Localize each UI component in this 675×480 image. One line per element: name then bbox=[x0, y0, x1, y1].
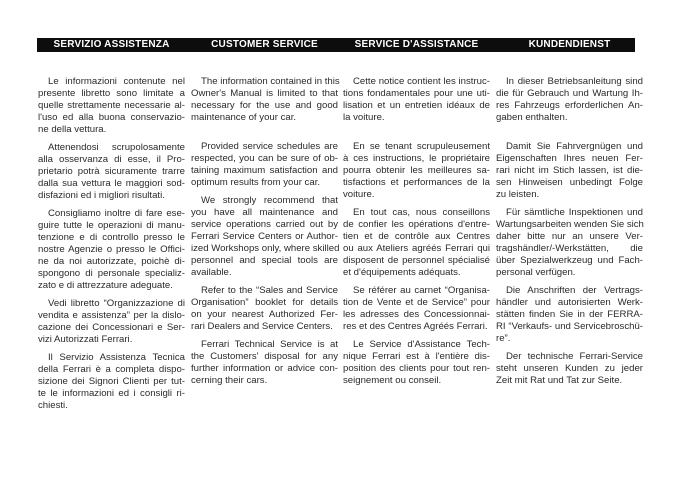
text-line: guire tutte le operazioni di manu- bbox=[38, 220, 185, 231]
text-line: Refer to the “Sales and Service bbox=[201, 285, 338, 296]
text-line: ized Workshops only, where skilled bbox=[191, 243, 340, 254]
text-line: seignement ou conseil. bbox=[343, 375, 442, 386]
text-line: res Fahrzeugs erforderlichen An- bbox=[496, 100, 643, 111]
text-line: lisation et un entretien idéaux de bbox=[343, 100, 490, 111]
text-line: die für Gebrauch und Wartung Ih- bbox=[496, 88, 643, 99]
text-line: taining maximum satisfaction and bbox=[191, 165, 338, 176]
text-line: position des clients pour tout ren- bbox=[343, 363, 490, 374]
text-line: personnel and special tools are bbox=[191, 255, 338, 266]
text-line: sen Hinweisen unbedingt Folge bbox=[496, 177, 643, 188]
text-line: prietario potrà sicuramente trarre bbox=[38, 166, 185, 177]
text-line: on your nearest Authorized Fer- bbox=[191, 309, 338, 320]
text-line: nique Ferrari est à l'entière dis- bbox=[343, 351, 490, 362]
text-line: daher bitte nur an unsere Ver- bbox=[496, 231, 643, 242]
text-line: quelle strettamente necessarie al- bbox=[38, 100, 185, 111]
text-line: händler und autorisierten Werk- bbox=[496, 297, 643, 308]
paragraph bbox=[343, 207, 490, 279]
text-line: tisfactions et performances de la bbox=[343, 177, 490, 188]
text-line: vendita e assistenza” per la dislo- bbox=[38, 310, 185, 321]
text-line: sizione dei Signori Clienti per tut- bbox=[38, 376, 185, 387]
text-line: Owner's Manual is limited to that bbox=[191, 88, 338, 99]
paragraph bbox=[38, 142, 185, 202]
text-line: available. bbox=[191, 267, 232, 278]
text-line: disposent de personnel spécialisé bbox=[343, 255, 490, 266]
text-line: The information contained in this bbox=[201, 76, 340, 87]
paragraph bbox=[496, 141, 643, 201]
text-line: Die Anschriften der Vertrags- bbox=[506, 285, 643, 296]
paragraph bbox=[38, 76, 185, 136]
paragraph bbox=[343, 339, 490, 387]
text-line: tenzione e di controllo presso le bbox=[38, 232, 185, 243]
text-line: dalla sua vettura le maggiori sod- bbox=[38, 178, 185, 189]
text-line: Damit Sie Fahrvergnügen und bbox=[506, 141, 643, 152]
text-line: nostre Agenzie o presso le Offici- bbox=[38, 244, 185, 255]
text-line: tien et de contrôle aux Centres bbox=[343, 231, 490, 242]
text-line: über Spezialwerkzeug und Fach- bbox=[496, 255, 643, 266]
text-line: Wartungsarbeiten wenden Sie sich bbox=[496, 219, 644, 230]
text-line: En se tenant scrupuleusement bbox=[353, 141, 490, 152]
text-line: Cette notice contient les instruc- bbox=[353, 76, 490, 87]
column-heading-service-d-assistance: SERVICE D'ASSISTANCE bbox=[354, 39, 479, 50]
text-line: Le informazioni contenute nel bbox=[48, 76, 185, 87]
text-line: à ces instructions, le propriétaire bbox=[343, 153, 490, 164]
text-line: respected, you can be sure of ob- bbox=[191, 153, 338, 164]
column-heading-customer-service: CUSTOMER SERVICE bbox=[211, 39, 318, 50]
text-line: della Ferrari è a completa dispo- bbox=[38, 364, 185, 375]
paragraph bbox=[343, 285, 490, 333]
text-line: tion de Vente et de Service” pour bbox=[343, 297, 490, 308]
text-line: tragshändler/-Werkstätten, die bbox=[496, 243, 643, 254]
text-line: We strongly recommend that bbox=[201, 195, 338, 206]
text-line: la voiture. bbox=[343, 112, 385, 123]
paragraph bbox=[343, 141, 490, 201]
text-line: Attenendosi scrupolosamente bbox=[48, 142, 185, 153]
column-heading-servizio-assistenza: SERVIZIO ASSISTENZA bbox=[53, 39, 170, 50]
text-line: Organisation” booklet for details bbox=[191, 297, 338, 308]
text-line: Für sämtliche Inspektionen und bbox=[506, 207, 643, 218]
paragraph bbox=[38, 298, 185, 346]
text-line: Consigliamo inoltre di fare ese- bbox=[48, 208, 185, 219]
text-line: gaben enthalten. bbox=[496, 112, 568, 123]
text-line: voiture. bbox=[343, 189, 375, 200]
text-line: further information or advice con- bbox=[191, 363, 338, 374]
paragraph bbox=[38, 352, 185, 412]
text-line: optimum results from your car. bbox=[191, 177, 321, 188]
text-line: zato e di attrezzature adeguate. bbox=[38, 280, 173, 291]
paragraph bbox=[496, 285, 643, 345]
paragraph bbox=[191, 141, 338, 189]
text-line: Ferrari Service Centers or Author- bbox=[191, 231, 338, 242]
text-line: chiesti. bbox=[38, 400, 68, 411]
text-line: RI “Verkaufs- und Servicebroschü- bbox=[496, 321, 643, 332]
text-line: vizi Autorizzati Ferrari. bbox=[38, 334, 133, 345]
text-line: the Customers' disposal for any bbox=[191, 351, 338, 362]
text-line: En tout cas, nous conseillons bbox=[353, 207, 490, 218]
text-line: les adresses des Concessionnai- bbox=[343, 309, 490, 320]
text-line: Vedi libretto “Organizzazione di bbox=[48, 298, 185, 309]
text-line: you have all maintenance and bbox=[191, 207, 338, 218]
text-line: service operations carried out by bbox=[191, 219, 338, 230]
paragraph bbox=[496, 351, 643, 387]
text-line: Eigenschaften Ihres neuen Fer- bbox=[496, 153, 643, 164]
paragraph bbox=[38, 208, 185, 292]
text-line: spongono di personale specializ- bbox=[38, 268, 185, 279]
text-line: presente libretto sono limitate a bbox=[38, 88, 185, 99]
text-line: cerning their cars. bbox=[191, 375, 268, 386]
text-line: steht unseren Kunden zu jeder bbox=[496, 363, 643, 374]
paragraph bbox=[191, 76, 338, 124]
text-line: personal verfügen. bbox=[496, 267, 576, 278]
text-line: tions fondamentales pour une uti- bbox=[343, 88, 490, 99]
text-line: Le Service d'Assistance Tech- bbox=[353, 339, 490, 350]
text-line: pourra obtenir les meilleures sa- bbox=[343, 165, 490, 176]
text-line: maintenance of your car. bbox=[191, 112, 297, 123]
text-line: cazione dei Concessionari e Ser- bbox=[38, 322, 185, 333]
text-line: disfazioni ed i migliori risultati. bbox=[38, 190, 165, 201]
text-line: et d'équipements adéquats. bbox=[343, 267, 461, 278]
text-line: te le informazioni ed i consigli ri- bbox=[38, 388, 185, 399]
text-line: Se référer au carnet “Organisa- bbox=[353, 285, 490, 296]
text-line: ou aux Ateliers agréés Ferrari qui bbox=[343, 243, 490, 254]
text-line: Zeit mit Rat und Tat zur Seite. bbox=[496, 375, 623, 386]
paragraph bbox=[191, 195, 338, 279]
text-line: Provided service schedules are bbox=[201, 141, 338, 152]
text-line: Il Servizio Assistenza Tecnica bbox=[48, 352, 185, 363]
text-line: alla osservanza di esse, il Pro- bbox=[38, 154, 185, 165]
text-line: rari nicht im Stich lassen, ist die- bbox=[496, 165, 643, 176]
column-heading-kundendienst: KUNDENDIENST bbox=[528, 39, 611, 50]
text-line: necessary for the use and good bbox=[191, 100, 338, 111]
paragraph bbox=[496, 207, 643, 279]
paragraph bbox=[343, 76, 490, 124]
paragraph bbox=[496, 76, 643, 124]
text-line: ne da noi autorizzate, poichè di- bbox=[38, 256, 185, 267]
paragraph bbox=[191, 285, 338, 333]
text-line: Der technische Ferrari-Service bbox=[506, 351, 643, 362]
text-line: Ferrari Technical Service is at bbox=[201, 339, 338, 350]
text-line: de confier les opérations d'entre- bbox=[343, 219, 490, 230]
text-line: res et des Centres Agréés Ferrari. bbox=[343, 321, 488, 332]
text-line: l'uso ed alla buona conservazio- bbox=[38, 112, 185, 123]
text-line: In dieser Betriebsanleitung sind bbox=[506, 76, 643, 87]
text-line: ne della vettura. bbox=[38, 124, 107, 135]
text-line: rari Dealers and Service Centers. bbox=[191, 321, 333, 332]
text-line: stätten finden Sie in der FERRA- bbox=[496, 309, 643, 320]
text-line: zu leisten. bbox=[496, 189, 540, 200]
paragraph bbox=[191, 339, 338, 387]
text-line: re”. bbox=[496, 333, 511, 344]
